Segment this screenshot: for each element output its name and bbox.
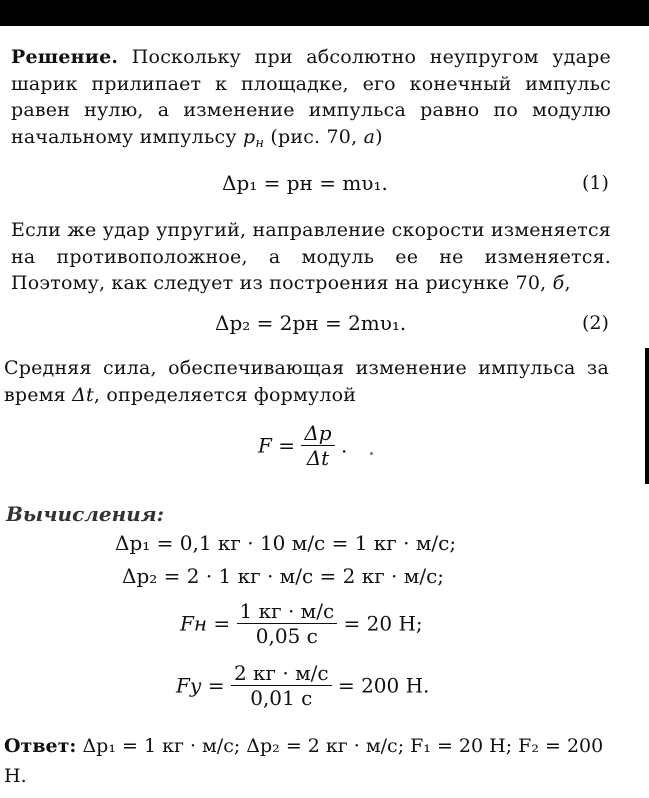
force-formula: F = $\frac{\Delta p}{\Delta t}$ .	[258, 421, 348, 470]
calc-force-inelastic: Fн = $\frac{1 кг \cdot м/с}{0,05 с}$ = 20 Н;	[180, 599, 423, 648]
answer-text: Δp₁ = 1 кг · м/с; Δp₂ = 2 кг · м/с; F₁ = 20 Н; F₂ = 200 Н.	[4, 735, 604, 787]
scan-top-border	[0, 0, 649, 26]
solution-label: Решение.	[11, 46, 119, 68]
answer	[4, 731, 616, 791]
figure-reference: (рис. 70,	[270, 125, 358, 148]
scan-right-border	[645, 348, 649, 484]
equation-1-number: (1)	[582, 172, 609, 194]
answer-label: Ответ:	[4, 735, 77, 757]
time-interval-symbol: Δt	[72, 383, 94, 406]
elastic-paragraph: Если же удар упругий, направление скорости изменяется на противоположное, а модуль ее не изменяется. Поэтому, как следует из построения на рисунке 70, б,	[11, 219, 611, 294]
calc-line-2: Δp₂ = 2 · 1 кг · м/с = 2 кг · м/с;	[122, 564, 445, 588]
scan-speck	[370, 452, 373, 455]
solution-text: Поскольку при абсолютно неупругом ударе шарик прилипает к площадке, его конечный импульс равен нулю, а изменение импульса равно по модулю начальному импульсу	[11, 46, 611, 148]
figure-a-label: а	[363, 125, 376, 148]
calculations-title: Вычисления:	[6, 502, 165, 526]
force-paragraph: Средняя сила, обеспечивающая изменение импульса за время Δt, определяется формулой	[4, 357, 609, 406]
equation-2: Δp₂ = 2pн = 2mυ₁.	[215, 311, 407, 335]
equation-1: Δp₁ = pн = mυ₁.	[222, 171, 388, 195]
equation-2-number: (2)	[582, 312, 609, 334]
solution-paragraph: Решение. Поскольку при абсолютно неупругом ударе шарик прилипает к площадке, его конечный импульс равен нулю, а изменение импульса равно по модулю начальному импульсу $p_н$ (рис. 70, а)	[11, 46, 611, 151]
calc-force-elastic: Fу = $\frac{2 кг \cdot м/с}{0,01 с}$ = 200 Н.	[176, 661, 430, 710]
figure-b-label: б	[552, 272, 565, 294]
initial-momentum-symbol: $p_н$	[242, 125, 265, 151]
calc-line-1: Δp₁ = 0,1 кг · 10 м/с = 1 кг · м/с;	[115, 531, 457, 555]
